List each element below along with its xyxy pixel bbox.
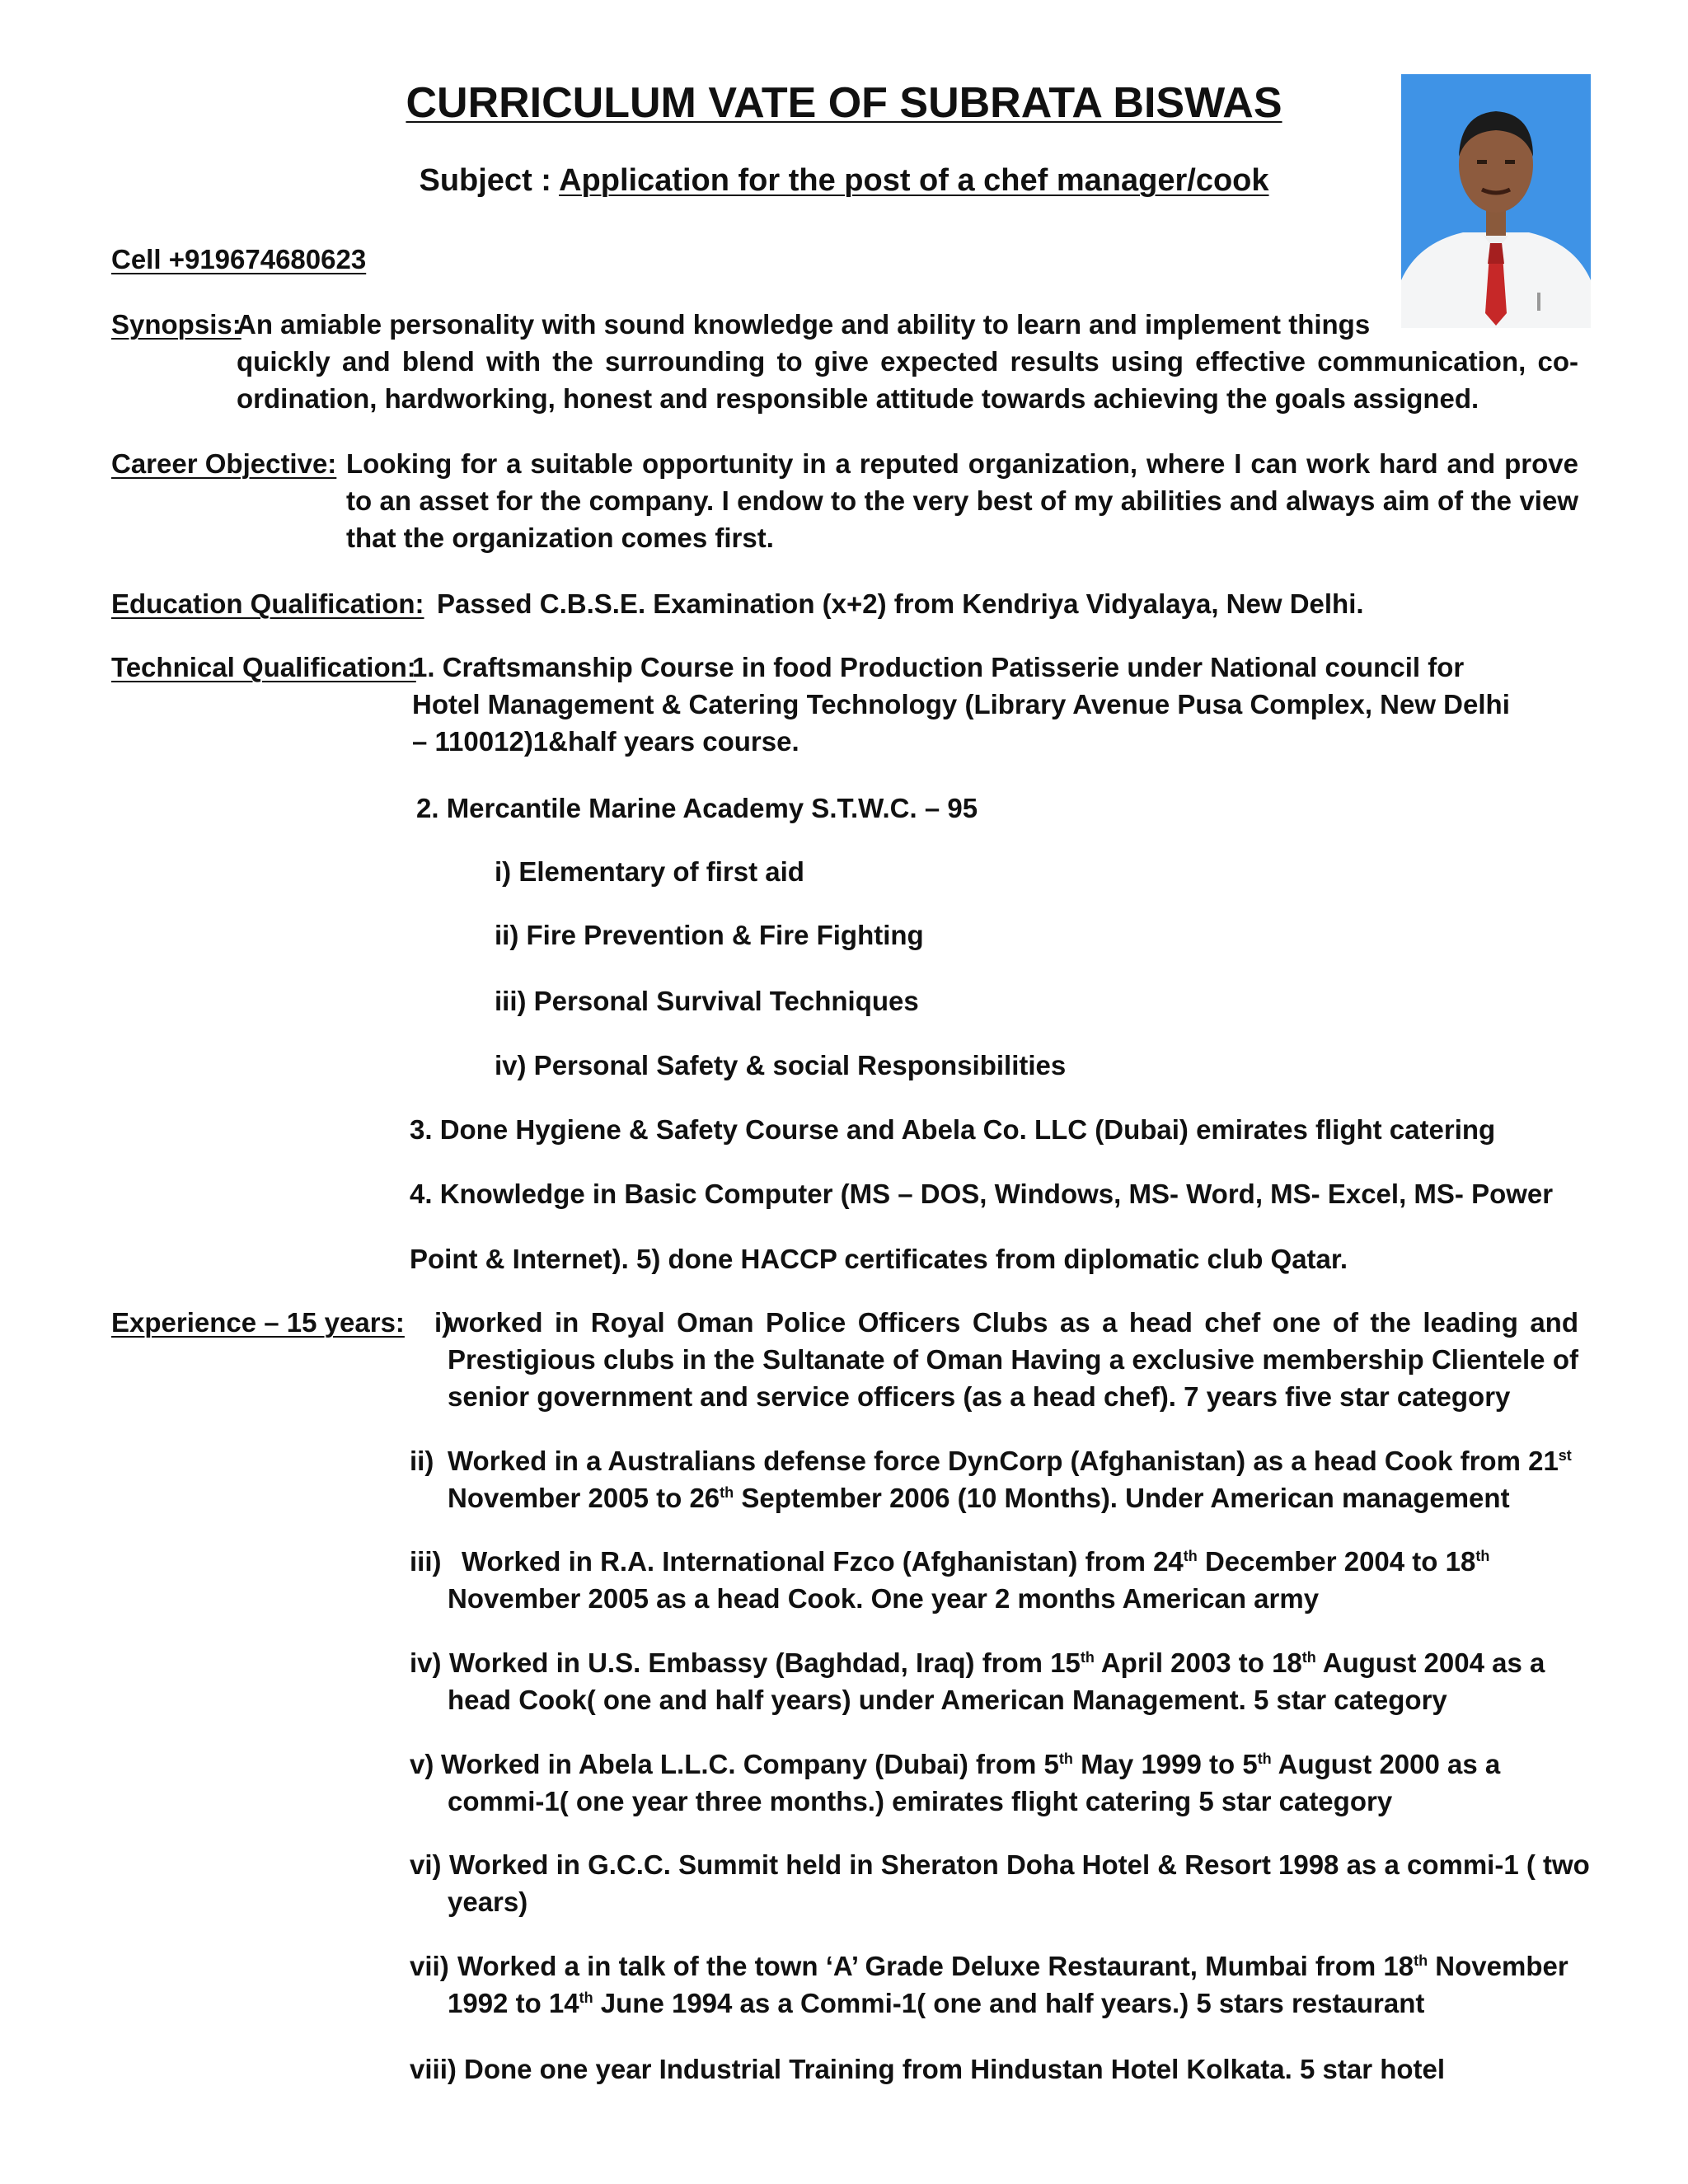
technical-item-2-i: i) Elementary of first aid (495, 856, 804, 887)
experience-4-line2: head Cook( one and half years) under American Management. 5 star category (448, 1685, 1447, 1715)
experience-4-sup-1: th (1080, 1649, 1095, 1666)
experience-1-text: worked in Royal Oman Police Officers Clubs as a head chef one of the leading and Prestigious clubs in the Sultanate of Oman Having a exclusive membership Clientele of senior government and service officers (as a head chef). 7 years five star category (448, 1307, 1578, 1412)
subject-label: Subject : (419, 163, 560, 198)
experience-5-line1 (441, 1746, 1500, 1783)
technical-item-2: 2. Mercantile Marine Academy S.T.W.C. – 95 (416, 793, 978, 823)
experience-5-sup-2: th (1257, 1750, 1272, 1767)
cell-number: Cell +919674680623 (111, 244, 367, 274)
experience-1-number: i) (434, 1307, 452, 1338)
technical-item-2-ii: ii) Fire Prevention & Fire Fighting (495, 920, 924, 950)
experience-7-text-c: 1992 to 14 (448, 1988, 579, 2018)
experience-2-text-c: September 2006 (10 Months). Under American management (734, 1483, 1510, 1513)
experience-6-line2: years) (448, 1886, 528, 1917)
experience-5-text-b: May 1999 to 5 (1072, 1749, 1258, 1779)
experience-5-text-a: Worked in Abela L.L.C. Company (Dubai) from 5 (441, 1749, 1059, 1779)
education-text: Passed C.B.S.E. Examination (x+2) from Kendriya Vidyalaya, New Delhi. (437, 588, 1364, 619)
technical-item-4: 4. Knowledge in Basic Computer (MS – DOS, Windows, MS- Word, MS- Excel, MS- Power (410, 1179, 1554, 1209)
experience-2-sup-1: st (1558, 1447, 1572, 1464)
profile-photo (1401, 74, 1591, 328)
experience-4-text-b: April 2003 to 18 (1094, 1647, 1302, 1678)
experience-7-number: vii) (410, 1951, 449, 1981)
person-photo-icon (1401, 74, 1591, 328)
experience-4-text-c: August 2004 as a (1315, 1647, 1545, 1678)
experience-2-sup-2: th (720, 1484, 734, 1501)
experience-label: Experience – 15 years: (111, 1307, 405, 1338)
technical-item-4-cont: Point & Internet). 5) done HACCP certificates from diplomatic club Qatar. (410, 1244, 1348, 1274)
experience-4-line1 (449, 1644, 1545, 1681)
technical-item-2-iii: iii) Personal Survival Techniques (495, 986, 919, 1016)
experience-3-number: iii) (410, 1546, 442, 1577)
experience-7-line2 (448, 1985, 1424, 2022)
career-objective-text: Looking for a suitable opportunity in a reputed organization, where I can work hard and prove to an asset for the company. I endow to the very best of my abilities and always aim of the view that the organization comes first. (346, 448, 1578, 553)
career-objective-label: Career Objective: (111, 448, 337, 479)
experience-4-number: iv) (410, 1647, 442, 1678)
experience-5-sup-1: th (1058, 1750, 1073, 1767)
experience-5-number: v) (410, 1749, 434, 1779)
experience-3-text-a (462, 1543, 1489, 1580)
experience-5-line2: commi-1( one year three months.) emirates flight catering 5 star category (448, 1786, 1393, 1816)
experience-8-text: Done one year Industrial Training from Hindustan Hotel Kolkata. 5 star hotel (464, 2054, 1446, 2084)
experience-7-text-a: Worked a in talk of the town ‘A’ Grade Deluxe Restaurant, Mumbai from 18 (457, 1951, 1414, 1981)
experience-7-line1 (457, 1947, 1568, 1985)
synopsis-label: Synopsis: (111, 309, 241, 340)
experience-7-text-b: November (1428, 1951, 1568, 1981)
experience-7-sup-1: th (1414, 1952, 1428, 1969)
experience-6-line1: Worked in G.C.C. Summit held in Sheraton Doha Hotel & Resort 1998 as a commi-1 ( two (449, 1849, 1590, 1880)
experience-7-text-d: June 1994 as a Commi-1( one and half years.) 5 stars restaurant (593, 1988, 1425, 2018)
experience-3-text-a-value: Worked in R.A. International Fzco (Afghanistan) from 24 (462, 1546, 1184, 1577)
experience-2-number: ii) (410, 1446, 434, 1476)
experience-5-text-c: August 2000 as a (1271, 1749, 1501, 1779)
technical-item-2-iv: iv) Personal Safety & social Responsibilities (495, 1050, 1067, 1080)
subject-text: Application for the post of a chef manager/cook (559, 163, 1269, 198)
experience-3-sup-2: th (1475, 1548, 1490, 1564)
experience-4-sup-2: th (1301, 1649, 1316, 1666)
experience-3-sup-1: th (1183, 1548, 1198, 1564)
technical-label: Technical Qualification: (111, 652, 416, 682)
page-title: CURRICULUM VATE OF SUBRATA BISWAS (406, 79, 1282, 127)
experience-2-line1 (448, 1442, 1578, 1479)
synopsis-first-line: An amiable personality with sound knowledge and ability to learn and implement things (237, 309, 1371, 340)
synopsis-text: quickly and blend with the surrounding to give expected results using effective communication, co-ordination, hardworking, honest and responsible attitude towards achieving the goals assigned. (237, 346, 1578, 414)
technical-item-1: 1. Craftsmanship Course in food Production Patisserie under National council for Hotel Management & Catering Technology (Library Avenue Pusa Complex, New Delhi – 110012)1&half years course. (412, 652, 1510, 757)
experience-2-text-a: Worked in a Australians defense force DynCorp (Afghanistan) as a head Cook from 21 (448, 1446, 1559, 1476)
experience-2-line2 (448, 1479, 1510, 1516)
experience-2-text-b: November 2005 to 26 (448, 1483, 720, 1513)
experience-4-text-a: Worked in U.S. Embassy (Baghdad, Iraq) from 15 (449, 1647, 1081, 1678)
experience-1 (448, 1304, 1578, 1415)
experience-3-text-b: December 2004 to 18 (1197, 1546, 1476, 1577)
experience-8-number: viii) (410, 2054, 457, 2084)
experience-6-number: vi) (410, 1849, 442, 1880)
education-label: Education Qualification: (111, 588, 424, 619)
experience-3-line1 (462, 1543, 1578, 1580)
experience-3-line2: November 2005 as a head Cook. One year 2 months American army (448, 1583, 1320, 1614)
experience-7-sup-2: th (579, 1990, 593, 2006)
technical-item-3: 3. Done Hygiene & Safety Course and Abela Co. LLC (Dubai) emirates flight catering (410, 1114, 1496, 1145)
